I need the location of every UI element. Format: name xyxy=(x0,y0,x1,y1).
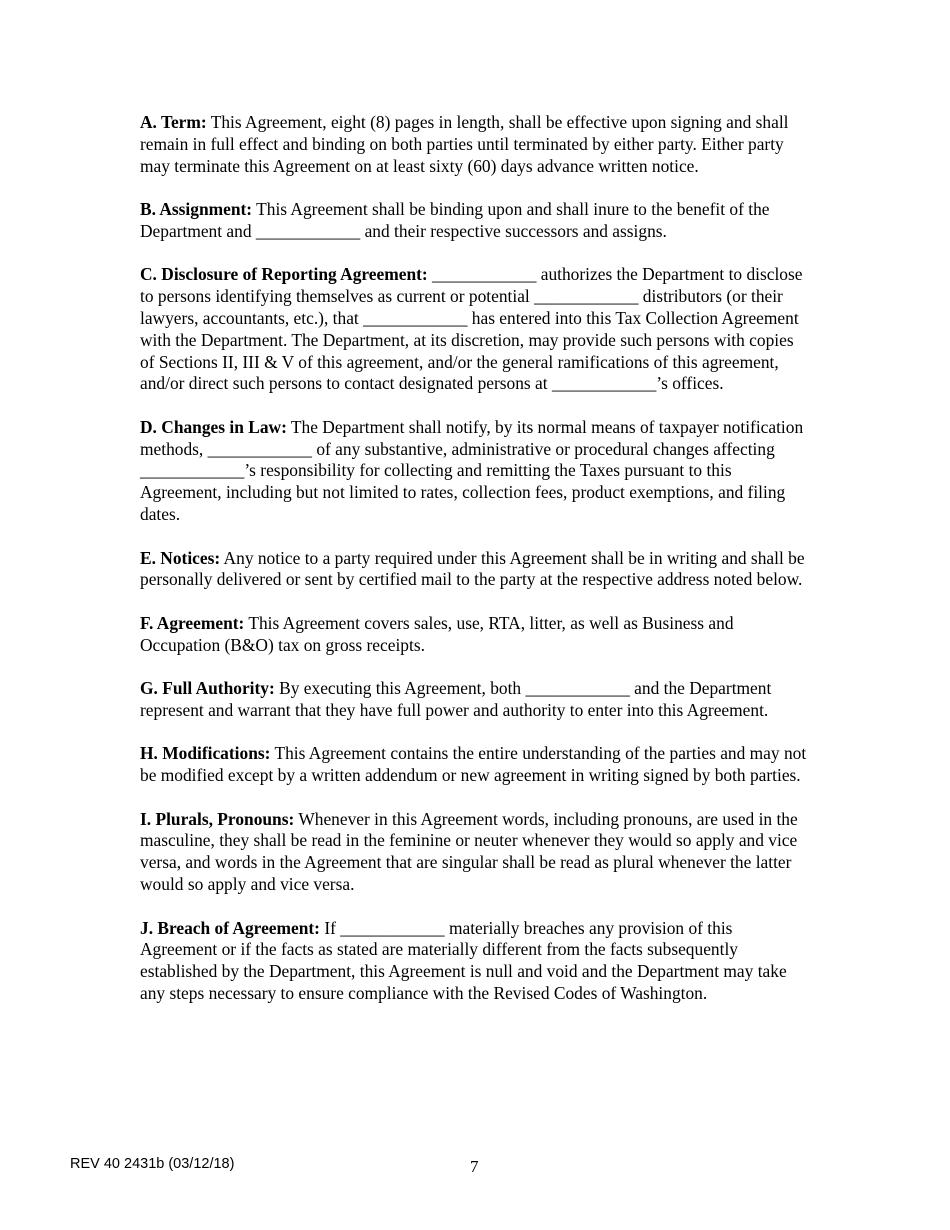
section-term xyxy=(140,112,812,177)
section-text: The Department shall notify, by its normal means of taxpayer notification methods, ____________ of any substantive, administrative or procedural changes affecting ____________’s responsibility for collecting and remitting the Taxes pursuant to this Agreement, including but not limited to rates, collection fees, product exemptions, and filing dates. xyxy=(140,416,804,525)
section-text: ____________ authorizes the Department to disclose to persons identifying themselves as current or potential ____________ distributors (or their lawyers, accountants, etc.), that ____________ has entered into this Tax Collection Agreement with the Department. The Department, at its discretion, may provide such persons with copies of Sections II, III & V of this agreement, and/or the general ramifications of this agreement, and/or direct such persons to contact designated persons at ____________’s offices. xyxy=(140,264,803,394)
section-heading: I. Plurals, Pronouns: xyxy=(140,808,295,829)
section-text: This Agreement contains the entire understanding of the parties and may not be modified except by a written addendum or new agreement in writing signed by both parties. xyxy=(140,743,807,786)
section-text: By executing this Agreement, both ____________ and the Department represent and warrant that they have full power and authority to enter into this Agreement. xyxy=(140,678,772,720)
section-disclosure xyxy=(140,264,812,395)
section-heading: B. Assignment: xyxy=(140,199,253,220)
section-text: Any notice to a party required under this Agreement shall be in writing and shall be personally delivered or sent by certified mail to the party at the respective address noted below. xyxy=(140,547,805,590)
section-heading: J. Breach of Agreement: xyxy=(140,917,320,938)
section-heading: C. Disclosure of Reporting Agreement: xyxy=(140,264,428,285)
page-number: 7 xyxy=(470,1157,479,1176)
section-text: This Agreement, eight (8) pages in length, shall be effective upon signing and shall remain in full effect and binding on both parties until terminated by either party. Either party may terminate this Agreement on at least sixty (60) days advance written notice. xyxy=(140,112,789,176)
form-number: REV 40 2431b (03/12/18) xyxy=(70,1156,235,1172)
section-agreement xyxy=(140,613,812,657)
section-heading: G. Full Authority: xyxy=(140,678,275,699)
section-heading: D. Changes in Law: xyxy=(140,416,287,437)
section-heading: A. Term: xyxy=(140,112,207,132)
section-full-authority xyxy=(140,678,812,722)
section-modifications xyxy=(140,743,812,787)
section-changes-in-law xyxy=(140,417,812,526)
section-text: This Agreement shall be binding upon and shall inure to the benefit of the Department and ____________ and their respective successors and assigns. xyxy=(140,199,770,241)
section-text: If ____________ materially breaches any provision of this Agreement or if the facts as stated are materially different from the facts subsequently established by the Department, this Agreement is null and void and the Department may take any steps necessary to ensure compliance with the Revised Codes of Washington. xyxy=(140,917,787,1003)
section-text: Whenever in this Agreement words, including pronouns, are used in the masculine, they shall be read in the feminine or neuter whenever they would so apply and vice versa, and words in the Agreement that are singular shall be read as plural whenever the latter would so apply and vice versa. xyxy=(140,808,798,895)
section-heading: H. Modifications: xyxy=(140,743,271,764)
section-heading: F. Agreement: xyxy=(140,612,245,633)
section-plurals-pronouns xyxy=(140,809,812,896)
section-assignment xyxy=(140,199,812,243)
section-breach xyxy=(140,918,812,1005)
document-body xyxy=(140,112,812,1026)
section-text: This Agreement covers sales, use, RTA, litter, as well as Business and Occupation (B&O) tax on gross receipts. xyxy=(140,612,734,655)
section-notices xyxy=(140,548,812,592)
section-heading: E. Notices: xyxy=(140,547,221,568)
